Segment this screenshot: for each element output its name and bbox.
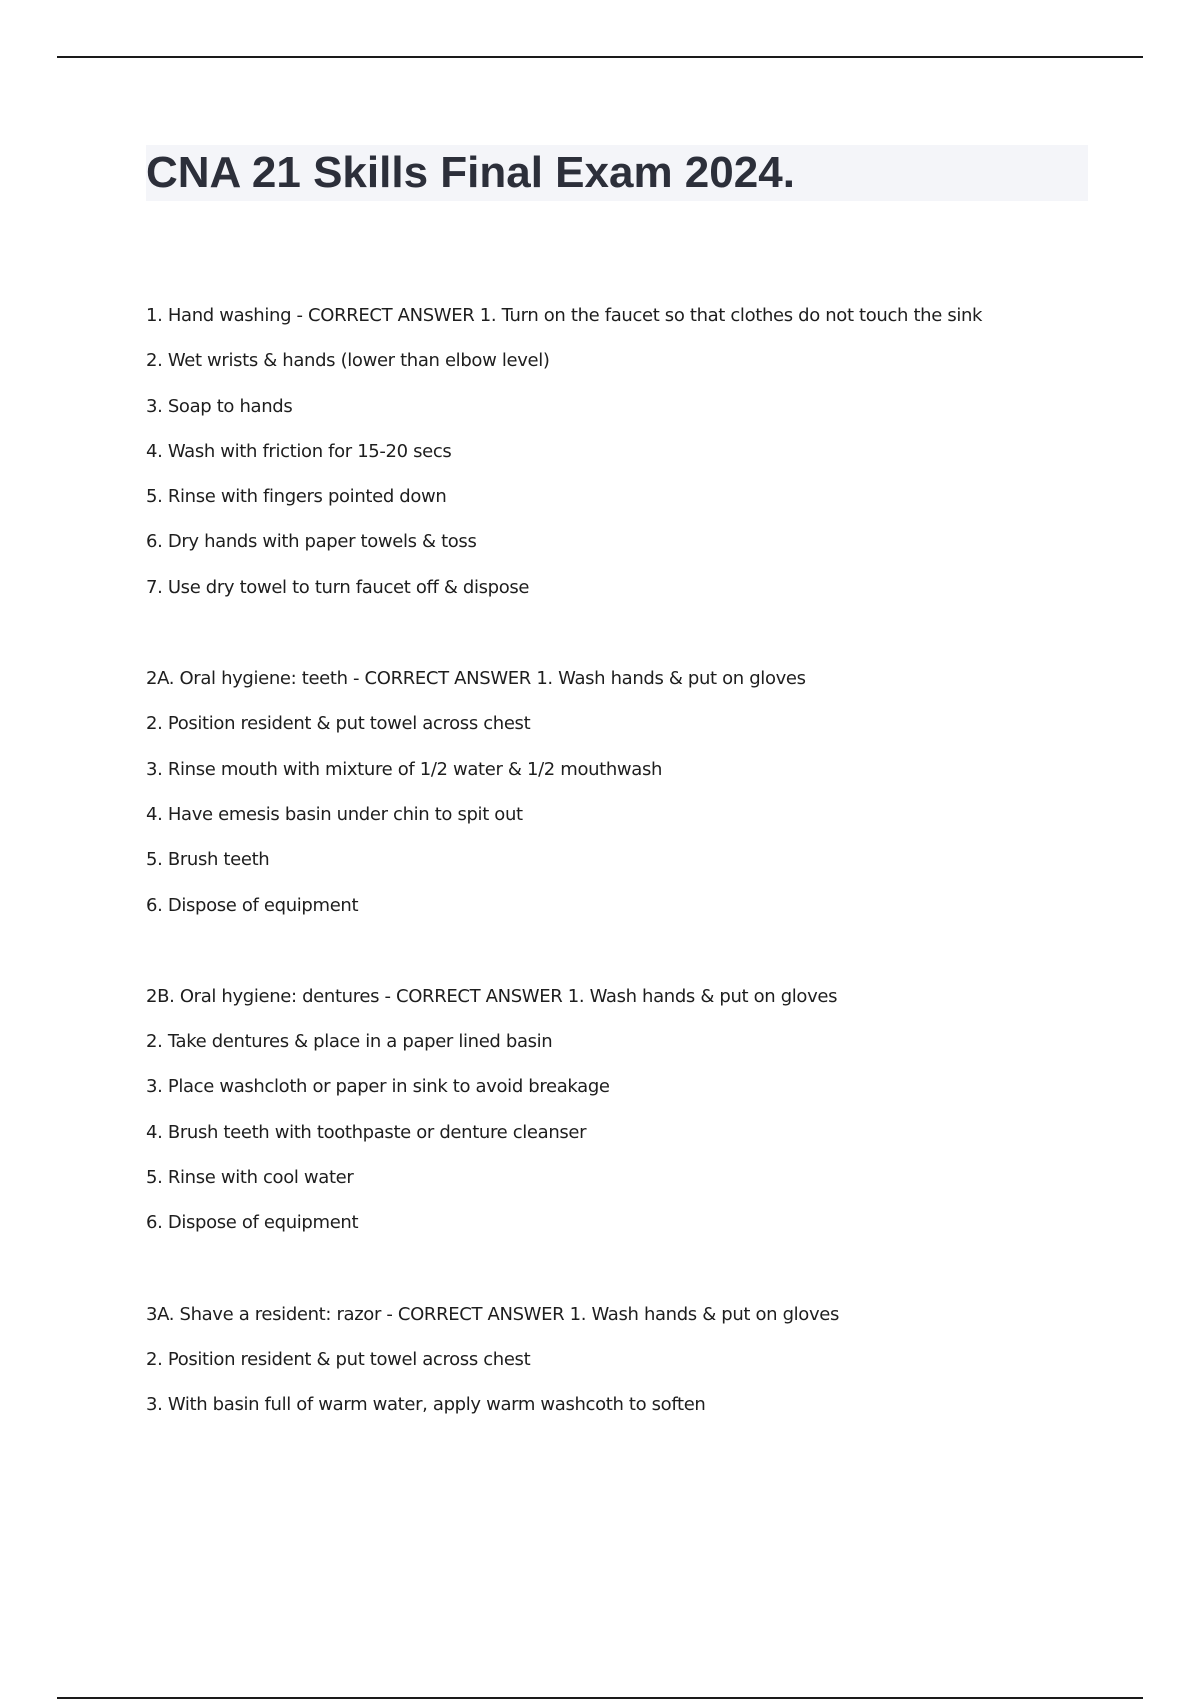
list-item: 4. Have emesis basin under chin to spit out [146,803,523,825]
list-item: 3. Soap to hands [146,395,293,417]
list-item: 1. Hand washing - CORRECT ANSWER 1. Turn on the faucet so that clothes do not touch the sink [146,305,983,326]
list-item: 2A. Oral hygiene: teeth - CORRECT ANSWER 1. Wash hands & put on gloves [146,668,806,690]
list-item: 4. Brush teeth with toothpaste or denture cleanser [146,1121,587,1143]
list-item: 5. Brush teeth [146,849,270,871]
list-item: 5. Rinse with cool water [146,1167,354,1189]
list-item: 2. Position resident & put towel across chest [146,713,531,735]
section-oral-hygiene-dentures [146,974,1106,1246]
list-item: 7. Use dry towel to turn faucet off & dispose [146,576,530,598]
list-item: 3. Place washcloth or paper in sink to avoid breakage [146,1076,610,1098]
list-item: 5. Rinse with fingers pointed down [146,486,447,508]
list-item: 2. Position resident & put towel across chest [146,1348,531,1370]
list-item: 6. Dispose of equipment [146,894,359,916]
title-banner [146,145,1088,201]
section-oral-hygiene-teeth [146,656,1106,928]
list-item: 4. Wash with friction for 15-20 secs [146,440,452,462]
section-hand-washing [146,293,1106,610]
header-rule [57,56,1143,58]
list-item: 2B. Oral hygiene: dentures - CORRECT ANSWER 1. Wash hands & put on gloves [146,985,838,1007]
list-item: 3. Rinse mouth with mixture of 1/2 water & 1/2 mouthwash [146,758,663,780]
list-item: 6. Dry hands with paper towels & toss [146,531,477,553]
section-shave-resident [146,1292,1106,1428]
list-item: 2. Take dentures & place in a paper lined basin [146,1031,553,1053]
page-title: CNA 21 Skills Final Exam 2024. [146,148,795,197]
list-item: 6. Dispose of equipment [146,1212,359,1234]
footer-rule [57,1697,1143,1699]
list-item: 2. Wet wrists & hands (lower than elbow level) [146,350,550,372]
document-body [146,293,1106,1474]
list-item: 3. With basin full of warm water, apply warm washcoth to soften [146,1394,706,1416]
list-item: 3A. Shave a resident: razor - CORRECT ANSWER 1. Wash hands & put on gloves [146,1303,840,1325]
